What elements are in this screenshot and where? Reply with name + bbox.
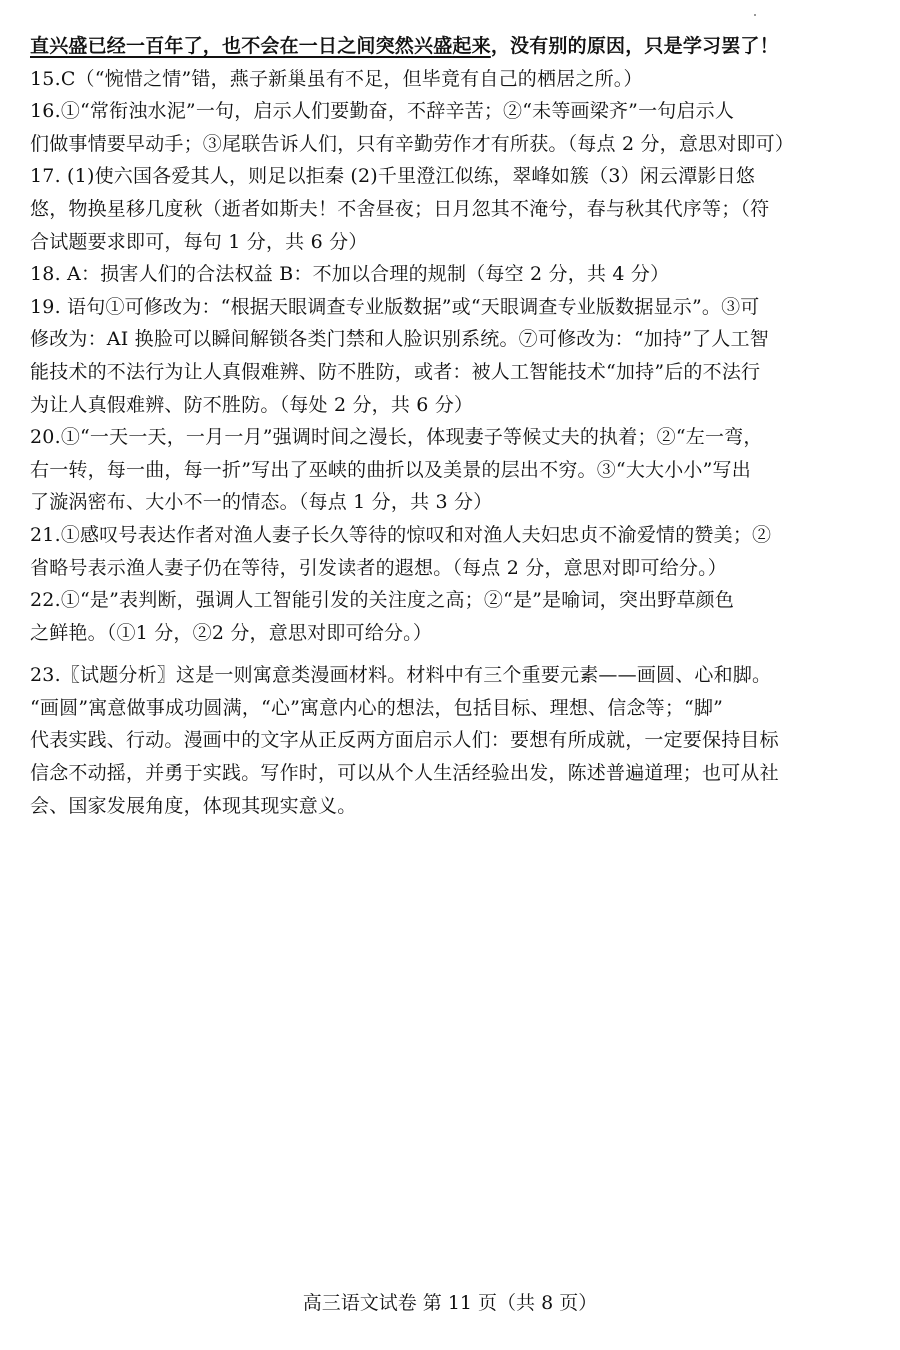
- answer-line: 20.①“一天一天，一月一月”强调时间之漫长，体现妻子等候丈夫的执着；②“左一弯，: [30, 426, 763, 449]
- answer-line: 19. 语句①可修改为：“根据天眼调查专业版数据”或“天眼调查专业版数据显示”。③可: [30, 295, 760, 318]
- answer-item-21: [30, 519, 875, 584]
- answer-line: “画圆”寓意做事成功圆满，“心”寓意内心的想法，包括目标、理想、信念等；“脚”: [30, 696, 724, 719]
- answer-line: 修改为：AI 换脸可以瞬间解锁各类门禁和人脸识别系统。⑦可修改为：“加持”了人工智: [30, 328, 769, 351]
- answer-line: 21.①感叹号表达作者对渔人妻子长久等待的惊叹和对渔人夫妇忠贞不渝爱情的赞美；②: [30, 523, 772, 546]
- answer-item-22: [30, 584, 875, 649]
- answer-item-20: [30, 421, 875, 519]
- answer-line: 18. A：损害人们的合法权益 B：不加以合理的规制（每空 2 分，共 4 分）: [30, 263, 670, 286]
- answer-line: 之鲜艳。（①1 分，②2 分，意思对即可给分。）: [30, 621, 433, 644]
- answer-line: 16.①“常衔浊水泥”一句，启示人们要勤奋，不辞辛苦；②“未等画梁齐”一句启示人: [30, 100, 735, 123]
- answer-line: 省略号表示渔人妻子仍在等待，引发读者的遐想。（每点 2 分，意思对即可给分。）: [30, 556, 727, 579]
- answer-line: 能技术的不法行为让人真假难辨、防不胜防，或者：被人工智能技术“加持”后的不法行: [30, 360, 761, 383]
- sentence-tail: ，没有别的原因，只是学习罢了！: [490, 35, 779, 57]
- paragraph-gap: [30, 649, 875, 659]
- answer-line: 会、国家发展角度，体现其现实意义。: [30, 794, 357, 817]
- answer-line: 22.①“是”表判断，强调人工智能引发的关注度之高；②“是”是喻词，突出野草颜色: [30, 589, 735, 612]
- continued-sentence-line: [30, 30, 875, 63]
- underlined-text: 直兴盛已经一百年了，也不会在一日之间突然兴盛起来: [30, 35, 491, 57]
- answer-line: 15.C（“惋惜之情”错，燕子新巢虽有不足，但毕竟有自己的栖居之所。）: [30, 67, 643, 90]
- page-footer: 高三语文试卷 第 11 页（共 8 页）: [302, 1292, 598, 1314]
- answer-line: 为让人真假难辨、防不胜防。（每处 2 分，共 6 分）: [30, 393, 474, 416]
- answer-line: 合试题要求即可，每句 1 分，共 6 分）: [30, 230, 368, 253]
- answer-line: 代表实践、行动。漫画中的文字从正反两方面启示人们：要想有所成就，一定要保持目标: [30, 729, 779, 752]
- answer-item-15: [30, 63, 875, 96]
- answer-line: 悠，物换星移几度秋（逝者如斯夫！不舍昼夜；日月忽其不淹兮，春与秋其代序等；（符: [30, 197, 770, 220]
- answer-item-16: [30, 95, 875, 160]
- answer-line: 23.〖试题分析〗这是一则寓意类漫画材料。材料中有三个重要元素——画圆、心和脚。: [30, 664, 772, 687]
- scan-speck: [754, 14, 756, 16]
- answer-line: 们做事情要早动手；③尾联告诉人们，只有辛勤劳作才有所获。（每点 2 分，意思对即可）: [30, 132, 795, 155]
- answer-key-page: [30, 30, 875, 822]
- answer-item-18: [30, 258, 875, 291]
- answer-item-23: [30, 659, 875, 822]
- answer-line: 信念不动摇，并勇于实践。写作时，可以从个人生活经验出发，陈述普遍道理；也可从社: [30, 762, 779, 785]
- answer-item-17: [30, 160, 875, 258]
- answer-item-19: [30, 291, 875, 421]
- answer-line: 17. (1)使六国各爱其人，则足以拒秦 (2)千里澄江似练，翠峰如簇（3）闲云潭影日悠: [30, 165, 756, 188]
- answer-line: 右一转，每一曲，每一折”写出了巫峡的曲折以及美景的层出不穷。③“大大小小”写出: [30, 458, 751, 481]
- answer-line: 了漩涡密布、大小不一的情态。（每点 1 分，共 3 分）: [30, 491, 493, 514]
